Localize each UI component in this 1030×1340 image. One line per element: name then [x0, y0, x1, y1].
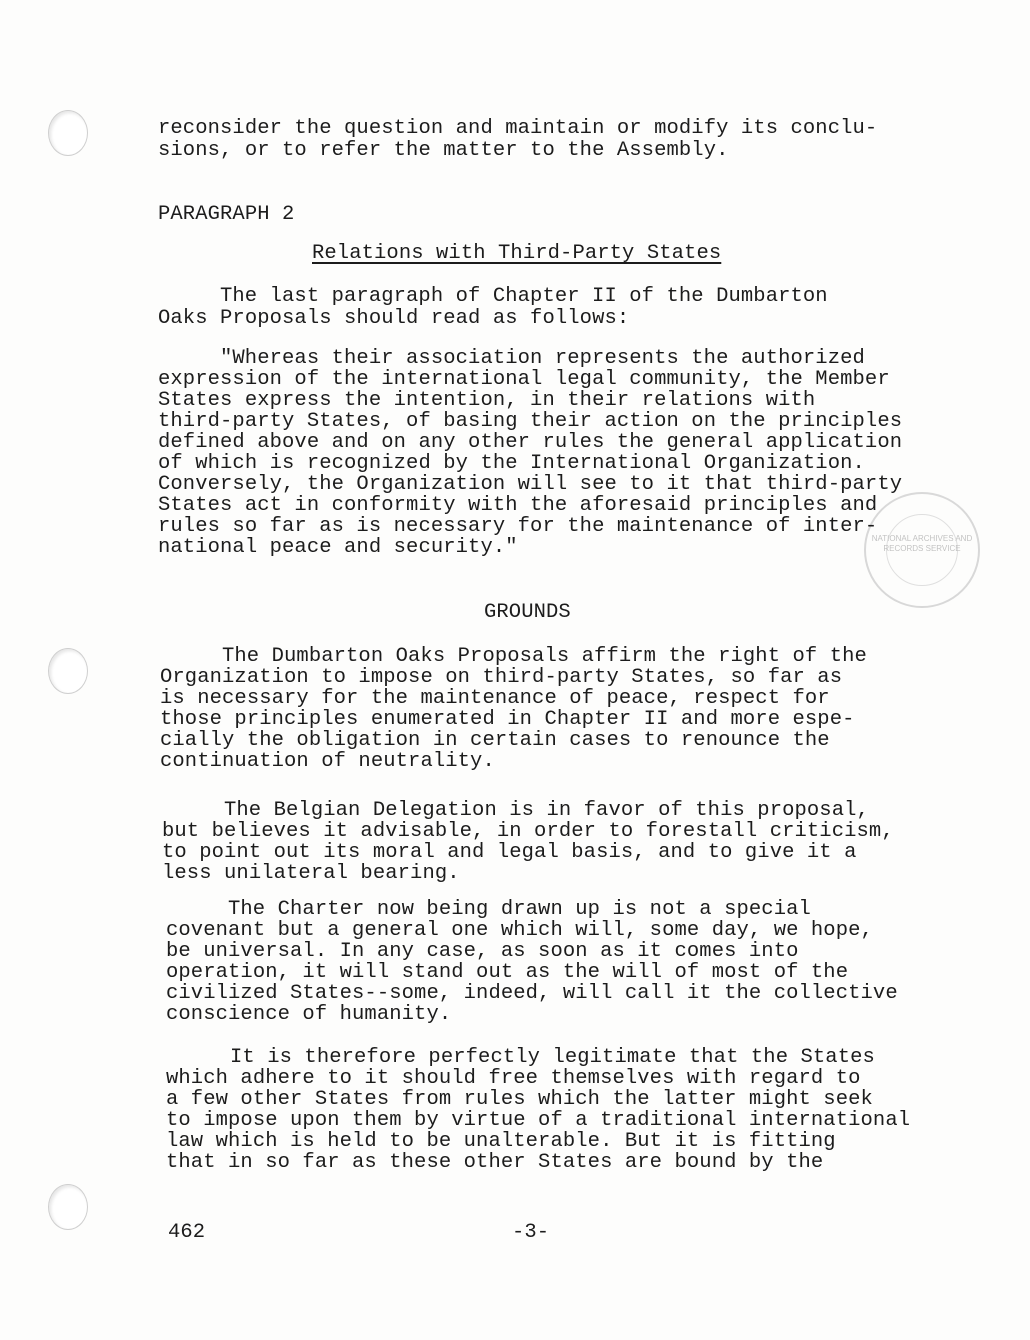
body-line: The last paragraph of Chapter II of the Dumbarton: [220, 285, 828, 308]
section-heading: PARAGRAPH 2: [158, 203, 295, 226]
body-line: It is therefore perfectly legitimate that the States: [230, 1046, 875, 1069]
body-line: those principles enumerated in Chapter II and more espe-: [160, 708, 855, 731]
body-line: cially the obligation in certain cases to renounce the: [160, 729, 830, 752]
section-subtitle: Relations with Third-Party States: [312, 242, 722, 265]
body-line: The Dumbarton Oaks Proposals affirm the right of the: [222, 645, 867, 668]
body-line: that in so far as these other States are bound by the: [166, 1151, 824, 1174]
body-line: sions, or to refer the matter to the Assembly.: [158, 139, 729, 162]
body-line: to impose upon them by virtue of a traditional international: [166, 1109, 911, 1132]
quote-line: States act in conformity with the aforesaid principles and: [158, 494, 878, 517]
body-line: conscience of humanity.: [166, 1003, 452, 1026]
quote-line: "Whereas their association represents the authorized: [220, 347, 865, 370]
body-line: law which is held to be unalterable. But it is fitting: [166, 1130, 836, 1153]
body-line: a few other States from rules which the latter might seek: [166, 1088, 873, 1111]
grounds-heading: GROUNDS: [484, 601, 571, 624]
punch-hole-middle: [48, 648, 88, 694]
body-line: but believes it advisable, in order to forestall criticism,: [162, 820, 894, 843]
quote-line: rules so far as is necessary for the maintenance of inter-: [158, 515, 878, 538]
archive-stamp-text: NATIONAL ARCHIVES AND RECORDS SERVICE: [871, 534, 973, 553]
quote-line: national peace and security.": [158, 536, 518, 559]
body-line: civilized States--some, indeed, will call it the collective: [166, 982, 898, 1005]
quote-line: expression of the international legal community, the Member: [158, 368, 890, 391]
body-line: covenant but a general one which will, some day, we hope,: [166, 919, 873, 942]
body-line: is necessary for the maintenance of peace, respect for: [160, 687, 830, 710]
body-line: The Charter now being drawn up is not a special: [228, 898, 811, 921]
body-line: which adhere to it should free themselves with regard to: [166, 1067, 861, 1090]
body-line: operation, it will stand out as the will of most of the: [166, 961, 849, 984]
quote-line: of which is recognized by the International Organization.: [158, 452, 865, 475]
punch-hole-bottom: [48, 1184, 88, 1230]
quote-line: third-party States, of basing their action on the principles: [158, 410, 903, 433]
body-line: Oaks Proposals should read as follows:: [158, 307, 630, 330]
quote-line: defined above and on any other rules the general application: [158, 431, 903, 454]
quote-line: Conversely, the Organization will see to it that third-party: [158, 473, 903, 496]
body-line: continuation of neutrality.: [160, 750, 495, 773]
body-line: The Belgian Delegation is in favor of this proposal,: [224, 799, 869, 822]
archive-stamp: [864, 492, 980, 608]
punch-hole-top: [48, 110, 88, 156]
footer-document-number: 462: [168, 1221, 206, 1244]
footer-page-number: -3-: [512, 1221, 550, 1244]
body-line: to point out its moral and legal basis, and to give it a: [162, 841, 857, 864]
body-line: be universal. In any case, as soon as it comes into: [166, 940, 799, 963]
body-line: less unilateral bearing.: [162, 862, 460, 885]
quote-line: States express the intention, in their relations with: [158, 389, 816, 412]
body-line: reconsider the question and maintain or modify its conclu-: [158, 117, 878, 140]
body-line: Organization to impose on third-party States, so far as: [160, 666, 843, 689]
